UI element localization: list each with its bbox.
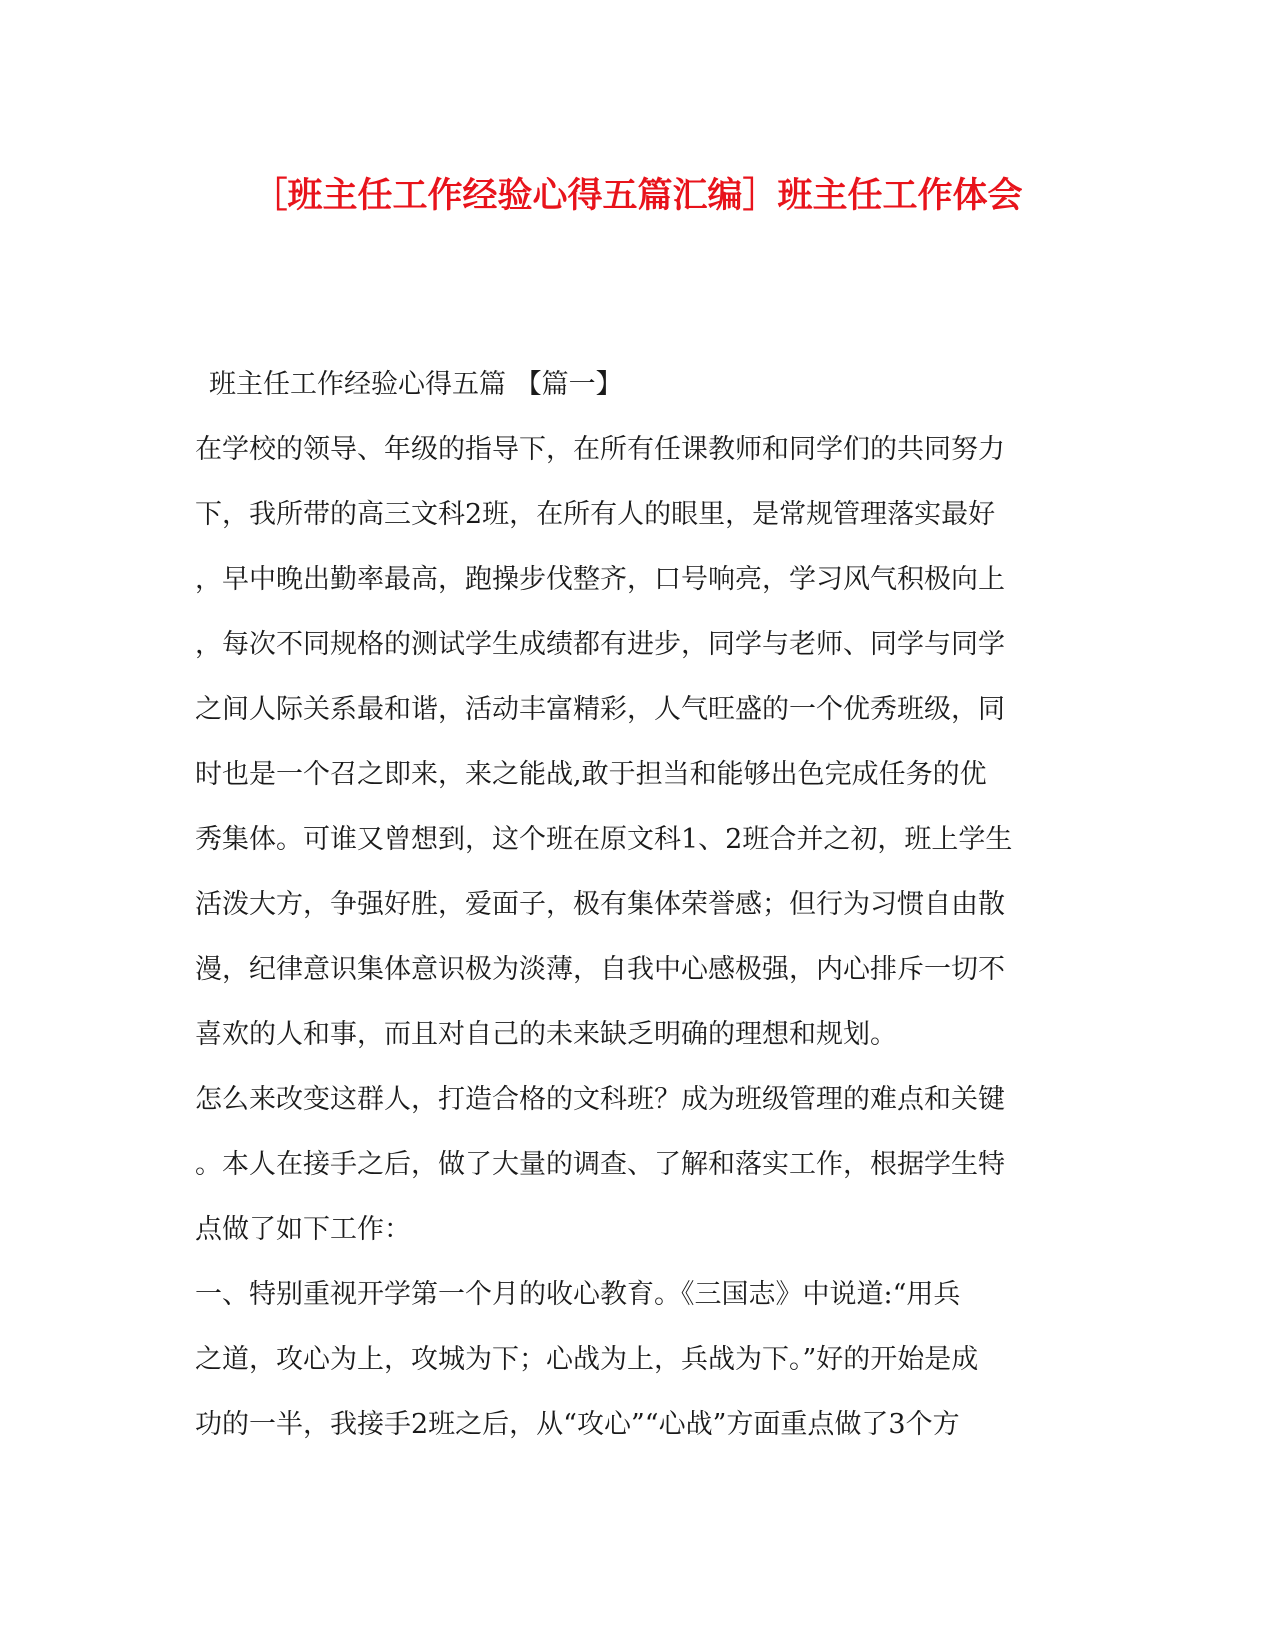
text-line: 喜欢的人和事，而且对自己的未来缺乏明确的理想和规划。 [195, 1019, 897, 1050]
text-line: ，早中晚出勤率最高，跑操步伐整齐，口号响亮，学习风气积极向上 [195, 564, 1005, 595]
text-line: 之道，攻心为上，攻城为下；心战为上，兵战为下。”好的开始是成 [195, 1344, 979, 1375]
document-body [195, 352, 1065, 1457]
document-title: ［班主任工作经验心得五篇汇编］班主任工作体会 [252, 175, 1023, 216]
text-line: 怎么来改变这群人，打造合格的文科班？成为班级管理的难点和关键 [195, 1084, 1005, 1115]
text-line: 活泼大方，争强好胜，爱面子，极有集体荣誉感；但行为习惯自由散 [195, 889, 1005, 920]
section-heading: 班主任工作经验心得五篇 【篇一】 [209, 369, 623, 400]
text-line: 时也是一个召之即来，来之能战,敢于担当和能够出色完成任务的优 [195, 759, 987, 790]
text-line: 。本人在接手之后，做了大量的调查、了解和落实工作，根据学生特 [195, 1149, 1005, 1180]
text-line: 在学校的领导、年级的指导下，在所有任课教师和同学们的共同努力 [195, 434, 1005, 465]
text-line: 点做了如下工作： [195, 1214, 411, 1245]
text-line: ，每次不同规格的测试学生成绩都有进步，同学与老师、同学与同学 [195, 629, 1005, 660]
text-line: 功的一半，我接手2班之后，从“攻心”“心战”方面重点做了3个方 [195, 1409, 960, 1440]
text-line: 一、特别重视开学第一个月的收心教育。《三国志》中说道:“用兵 [195, 1279, 961, 1310]
text-line: 漫，纪律意识集体意识极为淡薄，自我中心感极强，内心排斥一切不 [195, 954, 1005, 985]
text-line: 秀集体。可谁又曾想到，这个班在原文科1、2班合并之初，班上学生 [195, 824, 1013, 855]
text-line: 下，我所带的高三文科2班，在所有人的眼里，是常规管理落实最好 [195, 499, 996, 530]
text-line: 之间人际关系最和谐，活动丰富精彩，人气旺盛的一个优秀班级，同 [195, 694, 1005, 725]
